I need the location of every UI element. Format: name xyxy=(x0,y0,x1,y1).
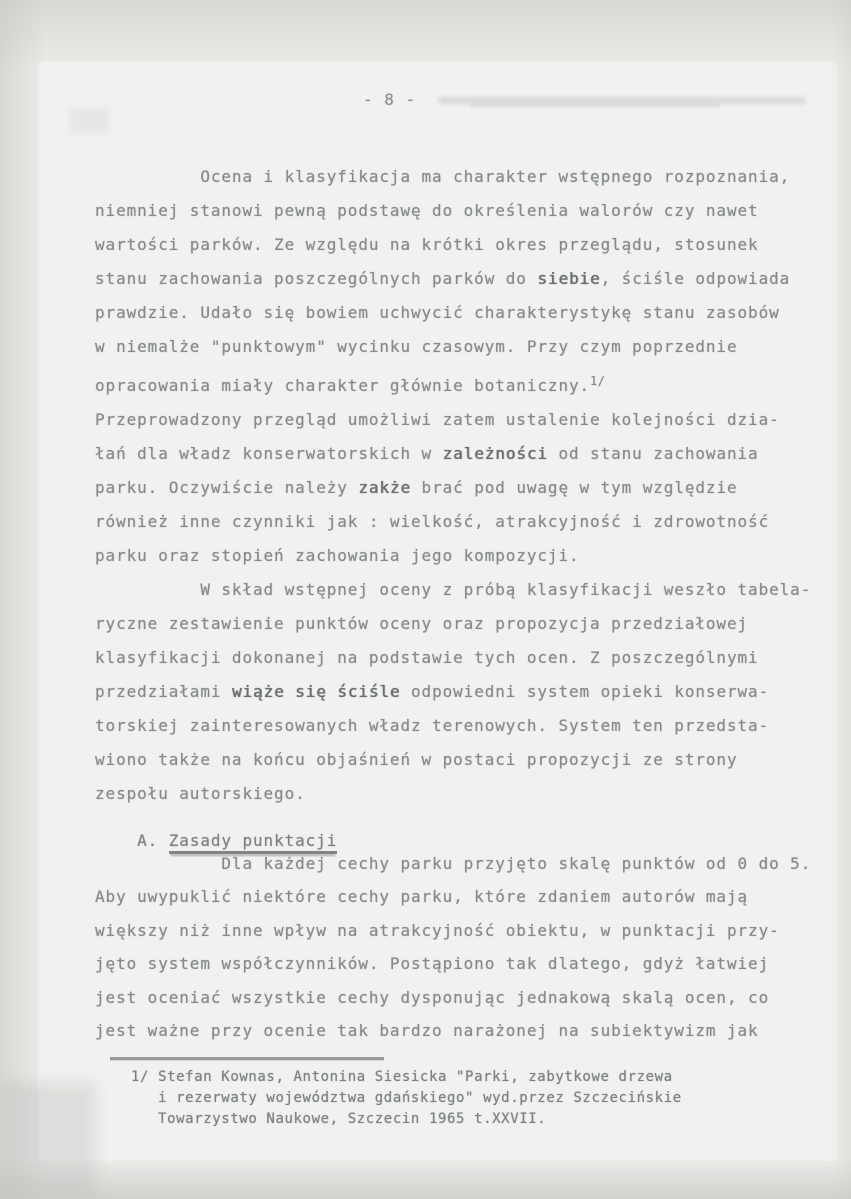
scan-smudge xyxy=(438,97,806,104)
text-segment: ryczne zestawienie punktów oceny oraz propozycja przedziałowej xyxy=(95,614,749,633)
text-line xyxy=(131,1067,682,1088)
text-segment: większy niż inne wpływ na atrakcyjność obiektu, w punktacji przy- xyxy=(95,920,780,940)
text-line xyxy=(95,709,815,743)
text-segment: jest oceniać wszystkie cechy dysponując jednakową skalą ocen, co xyxy=(95,987,770,1007)
text-segment: Przeprowadzony przegląd umożliwi zatem ustalenie kolejności dzia- xyxy=(95,410,780,429)
text-line xyxy=(131,1088,682,1109)
text-line xyxy=(95,947,815,980)
text-segment: wiąże się ściśle xyxy=(231,682,401,701)
text-segment: Dla każdej cechy parku przyjęto skalę punktów od 0 do 5. xyxy=(95,854,812,873)
text-segment: odpowiedni system opieki konserwa- xyxy=(400,682,770,701)
text-line xyxy=(95,743,815,777)
text-segment: jęto system współczynników. Postąpiono tak dlatego, gdyż łatwiej xyxy=(95,954,770,974)
text-segment: niemniej stanowi pewną podstawę do określenia walorów czy nawet xyxy=(95,201,759,220)
text-segment: prawdzie. Udało się bowiem uchwycić charakterystykę stanu zasobów xyxy=(95,303,780,322)
text-line xyxy=(95,330,815,364)
text-segment: przedziałami xyxy=(95,682,232,701)
text-segment: wiono także na końcu objaśnień w postaci propozycji ze strony xyxy=(95,750,738,769)
text-segment: zakże xyxy=(358,478,411,497)
text-segment: wartości parków. Ze względu na krótki okres przeglądu, stosunek xyxy=(95,235,759,254)
text-segment: Ocena i klasyfikacja ma charakter wstępnego rozpoznania, xyxy=(95,167,791,186)
text-segment: również inne czynniki jak : wielkość, atrakcyjność i zdrowotność xyxy=(95,512,770,531)
section-heading-title: Zasady punktacji xyxy=(169,831,338,854)
text-segment: stanu zachowania poszczególnych parków do xyxy=(95,269,538,288)
paragraph-block-main xyxy=(95,160,815,811)
text-segment: W skład wstępnej oceny z próbą klasyfikacji weszło tabela- xyxy=(95,580,812,599)
text-line xyxy=(95,437,815,471)
scan-smudge xyxy=(470,104,720,107)
text-line xyxy=(95,607,815,641)
text-segment: 1/ Stefan Kownas, Antonina Siesicka "Parki, zabytkowe drzewa xyxy=(131,1069,673,1085)
footnote-reference-superscript: 1/ xyxy=(590,374,606,388)
footnote xyxy=(131,1067,682,1130)
text-line xyxy=(95,364,815,403)
text-line xyxy=(95,194,815,228)
text-line xyxy=(95,505,815,539)
text-segment: siebie xyxy=(537,269,601,288)
text-line xyxy=(95,675,815,709)
text-segment: torskiej zainteresowanych władz terenowych. System ten przedsta- xyxy=(95,716,770,735)
section-heading-prefix: A. xyxy=(137,831,169,850)
footnote-separator-rule xyxy=(110,1057,384,1060)
text-line xyxy=(95,539,815,573)
text-segment: opracowania miały charakter głównie botaniczny. xyxy=(95,376,591,395)
scan-corner-shadow xyxy=(0,1082,96,1199)
text-segment: klasyfikacji dokonanej na podstawie tych ocen. Z poszczególnymi xyxy=(95,648,759,667)
text-segment: łań dla władz konserwatorskich w xyxy=(95,444,443,463)
text-segment: Towarzystwo Naukowe, Szczecin 1965 t.XXVII. xyxy=(131,1111,547,1127)
text-segment: zespołu autorskiego. xyxy=(95,784,306,803)
text-segment: zależności xyxy=(442,444,548,463)
text-line xyxy=(95,262,815,296)
text-line xyxy=(95,847,815,880)
text-line xyxy=(95,471,815,505)
text-line xyxy=(95,880,815,913)
text-line xyxy=(95,296,815,330)
scan-smudge xyxy=(70,108,110,134)
text-line xyxy=(95,1014,815,1047)
text-segment: Aby uwypuklić niektóre cechy parku, które zdaniem autorów mają xyxy=(95,887,749,907)
text-line xyxy=(95,160,815,194)
text-line xyxy=(95,981,815,1014)
text-line xyxy=(95,641,815,675)
text-segment: jest ważne przy ocenie tak bardzo narażonej na subiektywizm jak xyxy=(95,1021,759,1041)
text-segment: w niemalże "punktowym" wycinku czasowym. Przy czym poprzednie xyxy=(95,337,738,356)
text-segment: i rezerwaty województwa gdańskiego" wyd.przez Szczecińskie xyxy=(131,1090,682,1106)
paragraph-block-punktacja xyxy=(95,847,815,1047)
text-segment: parku. Oczywiście należy xyxy=(95,478,359,497)
text-line xyxy=(95,777,815,811)
text-line xyxy=(131,1109,682,1130)
text-line xyxy=(95,573,815,607)
text-segment: , ściśle odpowiada xyxy=(600,269,791,288)
text-segment: parku oraz stopień zachowania jego kompozycji. xyxy=(95,546,580,565)
text-segment: brać pod uwagę w tym względzie xyxy=(411,478,738,497)
text-line xyxy=(95,228,815,262)
text-segment: od stanu zachowania xyxy=(547,444,759,463)
text-line xyxy=(95,403,815,437)
text-line xyxy=(95,914,815,947)
page-number: - 8 - xyxy=(363,90,417,109)
